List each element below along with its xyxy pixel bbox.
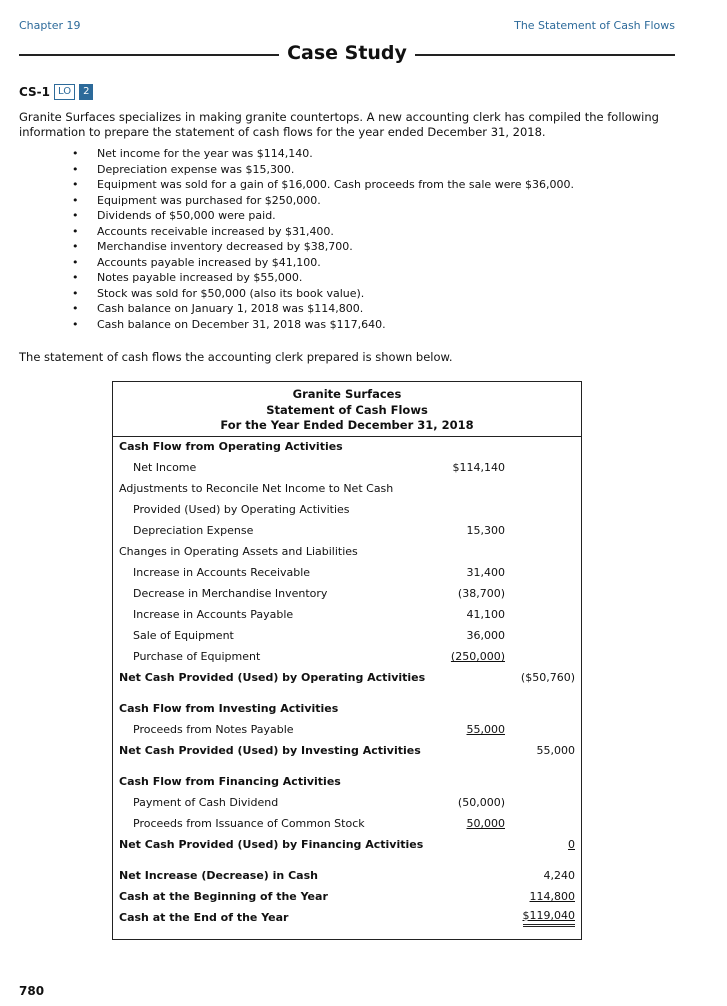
- list-item: • Accounts payable increased by $41,100.: [72, 255, 321, 269]
- table-row: Net Cash Provided (Used) by Financing Activities 0: [119, 838, 575, 851]
- table-row: Net Income $114,140: [133, 461, 505, 474]
- statement-lead: The statement of cash flows the accounting clerk prepared is shown below.: [19, 350, 453, 364]
- bullet-icon: •: [72, 286, 79, 300]
- list-item: • Equipment was purchased for $250,000.: [72, 193, 321, 207]
- bullet-icon: •: [72, 147, 79, 160]
- table-row: Cash Flow from Financing Activities: [119, 775, 341, 788]
- table-row: Proceeds from Notes Payable 55,000: [133, 723, 505, 736]
- table-row: Cash Flow from Operating Activities: [119, 440, 343, 453]
- list-item: • Cash balance on January 1, 2018 was $114,800.: [72, 302, 364, 315]
- company-name: Granite Surfaces: [292, 387, 402, 401]
- table-row: Increase in Accounts Receivable 31,400: [133, 566, 505, 579]
- bullet-icon: •: [72, 302, 79, 315]
- list-item: • Net income for the year was $114,140.: [72, 147, 313, 160]
- learning-objective-number: 2: [79, 84, 93, 100]
- running-section-title: The Statement of Cash Flows: [514, 19, 675, 32]
- bullet-icon: •: [72, 209, 79, 222]
- list-item: • Depreciation expense was $15,300.: [72, 162, 295, 176]
- page-title: Case Study: [287, 42, 407, 64]
- table-row: Payment of Cash Dividend (50,000): [133, 796, 505, 809]
- statement-header: [113, 382, 581, 437]
- bullet-icon: •: [72, 178, 79, 191]
- table-row: Net Cash Provided (Used) by Investing Activities 55,000: [119, 744, 575, 757]
- cash-flow-statement: [112, 381, 582, 940]
- table-row: Increase in Accounts Payable 41,100: [133, 608, 505, 621]
- table-row: Net Increase (Decrease) in Cash 4,240: [119, 869, 575, 882]
- statement-period: For the Year Ended December 31, 2018: [220, 418, 474, 432]
- bullet-icon: •: [72, 255, 79, 269]
- facts-list: [72, 146, 574, 332]
- table-row: Sale of Equipment 36,000: [133, 629, 505, 642]
- table-row: Purchase of Equipment (250,000): [133, 650, 505, 663]
- table-row: Cash at the Beginning of the Year 114,800: [119, 890, 575, 903]
- divider-right: [415, 54, 675, 56]
- table-row: Cash Flow from Investing Activities: [119, 702, 339, 715]
- list-item: • Dividends of $50,000 were paid.: [72, 209, 276, 222]
- bullet-icon: •: [72, 271, 79, 284]
- bullet-icon: •: [72, 317, 79, 331]
- bullet-icon: •: [72, 162, 79, 176]
- chapter-label: Chapter 19: [19, 19, 81, 32]
- table-row: Depreciation Expense 15,300: [133, 524, 505, 537]
- list-item: • Merchandise inventory decreased by $38,700.: [72, 240, 353, 253]
- list-item: • Accounts receivable increased by $31,400.: [72, 224, 334, 238]
- table-row: Net Cash Provided (Used) by Operating Activities ($50,760): [119, 671, 575, 684]
- table-row: Cash at the End of the Year $119,040: [113, 908, 581, 928]
- list-item: • Equipment was sold for a gain of $16,000. Cash proceeds from the sale were $36,000.: [72, 178, 574, 191]
- learning-objective-badge: LO: [54, 84, 75, 100]
- bullet-icon: •: [72, 240, 79, 253]
- table-row: Provided (Used) by Operating Activities: [133, 503, 350, 516]
- page-number: 780: [19, 984, 45, 998]
- case-intro: Granite Surfaces specializes in making granite countertops. A new accounting clerk has compiled the following information to prepare the statement of cash flows for the year ended December 31, 2018.: [19, 110, 659, 139]
- bullet-icon: •: [72, 193, 79, 207]
- case-identifier: [19, 84, 93, 100]
- table-row: Adjustments to Reconcile Net Income to Net Cash: [119, 482, 394, 495]
- case-id: CS-1: [19, 85, 51, 99]
- list-item: • Stock was sold for $50,000 (also its book value).: [72, 286, 365, 300]
- bullet-icon: •: [72, 224, 79, 238]
- table-row: Proceeds from Issuance of Common Stock 50,000: [133, 817, 505, 830]
- table-row: Decrease in Merchandise Inventory (38,700): [133, 587, 505, 600]
- case-study-banner: [19, 40, 675, 68]
- list-item: • Cash balance on December 31, 2018 was $117,640.: [72, 317, 386, 331]
- list-item: • Notes payable increased by $55,000.: [72, 271, 303, 284]
- statement-name: Statement of Cash Flows: [266, 402, 428, 417]
- table-row: Changes in Operating Assets and Liabilities: [119, 545, 358, 558]
